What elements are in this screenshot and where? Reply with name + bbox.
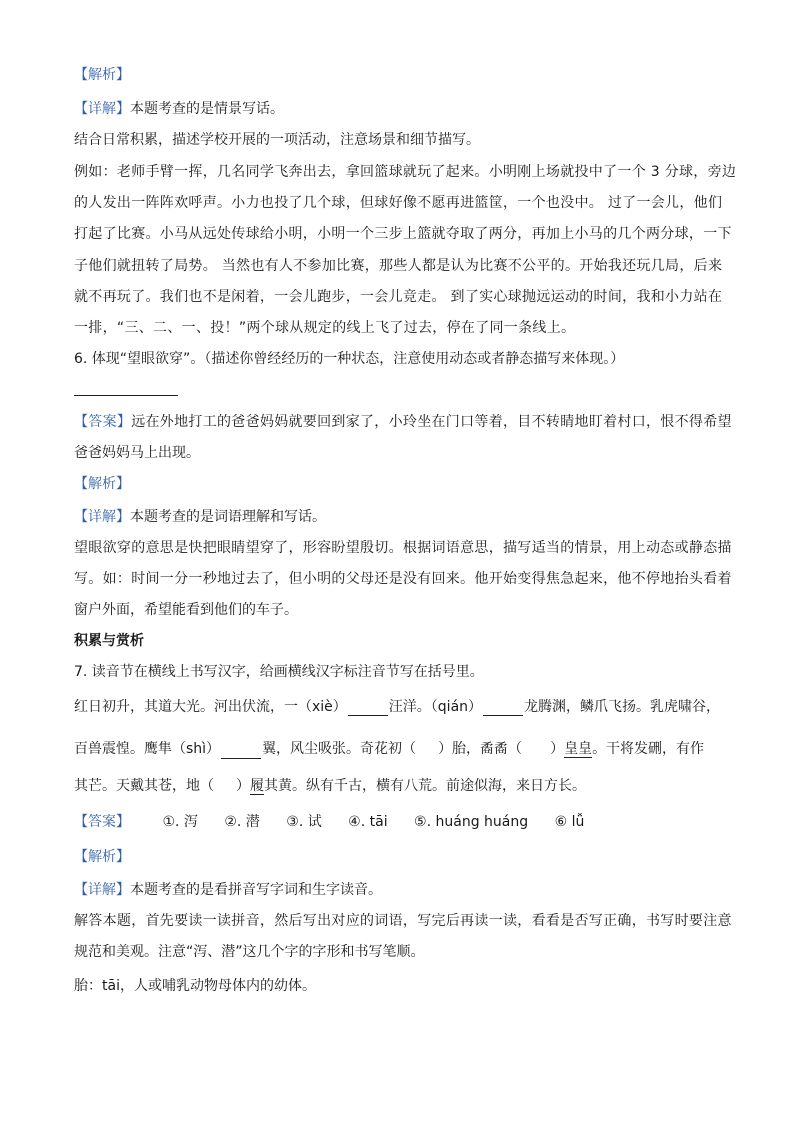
section-title: 积累与赏析 [74, 633, 144, 649]
detail-line [74, 881, 382, 899]
answer-text: 远在外地打工的爸爸妈妈就要回到家了，小玲坐在门口等着，目不转睛地盯着村口，恨不得希望 [131, 414, 732, 430]
answer-line [74, 813, 606, 831]
passage-line [74, 698, 720, 716]
answer-item: ③. 试 [286, 814, 322, 830]
fill-blank [483, 701, 523, 716]
answer-item: ①. 泻 [162, 814, 198, 830]
detail-text: 本题考查的是看拼音写字词和生字读音。 [130, 882, 382, 898]
example-line: 一排，“三、二、一、投！”两个球从规定的线上飞了过去，停在了同一条线上。 [74, 320, 576, 336]
passage-text: 百兽震惶。鹰隼（shì） [74, 741, 221, 757]
example-line: 子他们就扭转了局势。 当然也有人不参加比赛，那些人都是认为比赛不公平的。开始我还玩几局，后来 [74, 258, 723, 274]
passage-line [74, 777, 586, 795]
passage-text: ）胎，矞矞（ [438, 741, 523, 757]
answer-tag: 【答案】 [74, 814, 130, 830]
detail-text: 本题考查的是词语理解和写话。 [130, 509, 326, 525]
detail-text: 本题考查的是情景写话。 [130, 101, 284, 117]
body-line: 规范和美观。注意“泻、潜”这几个字的字形和书写笔顺。 [74, 944, 425, 960]
answer-line [74, 413, 732, 431]
answer-item: ⑤. huáng huáng [414, 814, 529, 830]
body-line: 写。如：时间一分一秒地过去了，但小明的父母还是没有回来。他开始变得焦急起来，他不停地抬头看着 [74, 571, 732, 587]
detail-tag: 【详解】 [74, 882, 130, 898]
question-7: 7. 读音节在横线上书写汉字，给画横线汉字标注音节写在括号里。 [74, 664, 484, 680]
passage-text: 龙腾渊，鳞爪飞扬。乳虎啸谷， [524, 699, 721, 715]
detail-line [74, 508, 326, 526]
example-line: 就不再玩了。我们也不是闲着，一会儿跑步，一会儿竞走。 到了实心球抛远运动的时间，我和小力站在 [74, 289, 723, 305]
passage-text: 翼，风尘吸张。奇花初（ [262, 741, 417, 757]
body-line: 窗户外面，希望能看到他们的车子。 [74, 602, 298, 618]
passage-text: ） [236, 778, 250, 794]
passage-text: 其芒。天戴其苍，地（ [74, 778, 214, 794]
answer-item: ④. tāi [348, 814, 388, 830]
body-line: 解答本题，首先要读一读拼音，然后写出对应的词语，写完后再读一读，看看是否写正确，书写时要注意 [74, 913, 732, 929]
analysis-tag: 【解析】 [74, 849, 130, 865]
answer-item: ⑥ lǚ [554, 814, 585, 830]
passage-line [74, 740, 704, 759]
answer-tag: 【答案】 [74, 414, 132, 430]
passage-text: 。干将发硎，有作 [592, 741, 705, 757]
answer-underline [74, 395, 178, 396]
body-line: 胎：tāi，人或哺乳动物母体内的幼体。 [74, 978, 316, 994]
underlined-word: 履 [250, 778, 264, 794]
analysis-tag: 【解析】 [74, 476, 130, 492]
fill-blank [348, 701, 388, 716]
passage-text: ） [550, 741, 565, 757]
example-line: 例如：老师手臂一挥，几名同学飞奔出去，拿回篮球就玩了起来。小明刚上场就投中了一个 3 分球，旁边 [74, 164, 737, 180]
passage-text: 红日初升，其道大光。河出伏流，一（xiè） [74, 699, 347, 715]
body-line: 结合日常积累，描述学校开展的一项活动，注意场景和细节描写。 [74, 132, 480, 148]
underlined-word: 皇皇 [564, 741, 593, 757]
answer-line: 爸爸妈妈马上出现。 [74, 445, 200, 461]
example-line: 的人发出一阵阵欢呼声。小力也投了几个球，但球好像不愿再进篮筐，一个也没中。 过了一会儿，他们 [74, 195, 723, 211]
example-line: 打起了比赛。小马从远处传球给小明，小明一个三步上篮就夺取了两分，再加上小马的几个两分球，一下 [74, 226, 732, 242]
passage-text: 其黄。纵有千古，横有八荒。前途似海，来日方长。 [264, 778, 586, 794]
analysis-tag: 【解析】 [74, 67, 130, 83]
detail-line [74, 100, 284, 118]
body-line: 望眼欲穿的意思是快把眼睛望穿了，形容盼望殷切。根据词语意思，描写适当的情景，用上动态或静态描 [74, 540, 732, 556]
detail-tag: 【详解】 [74, 101, 130, 117]
question-6: 6. 体现“望眼欲穿”。（描述你曾经经历的一种状态，注意使用动态或者静态描写来体现。） [74, 351, 625, 367]
detail-tag: 【详解】 [74, 509, 130, 525]
passage-text: 汪洋。（qián） [388, 699, 483, 715]
fill-blank [221, 744, 261, 759]
answer-item: ②. 潜 [224, 814, 260, 830]
